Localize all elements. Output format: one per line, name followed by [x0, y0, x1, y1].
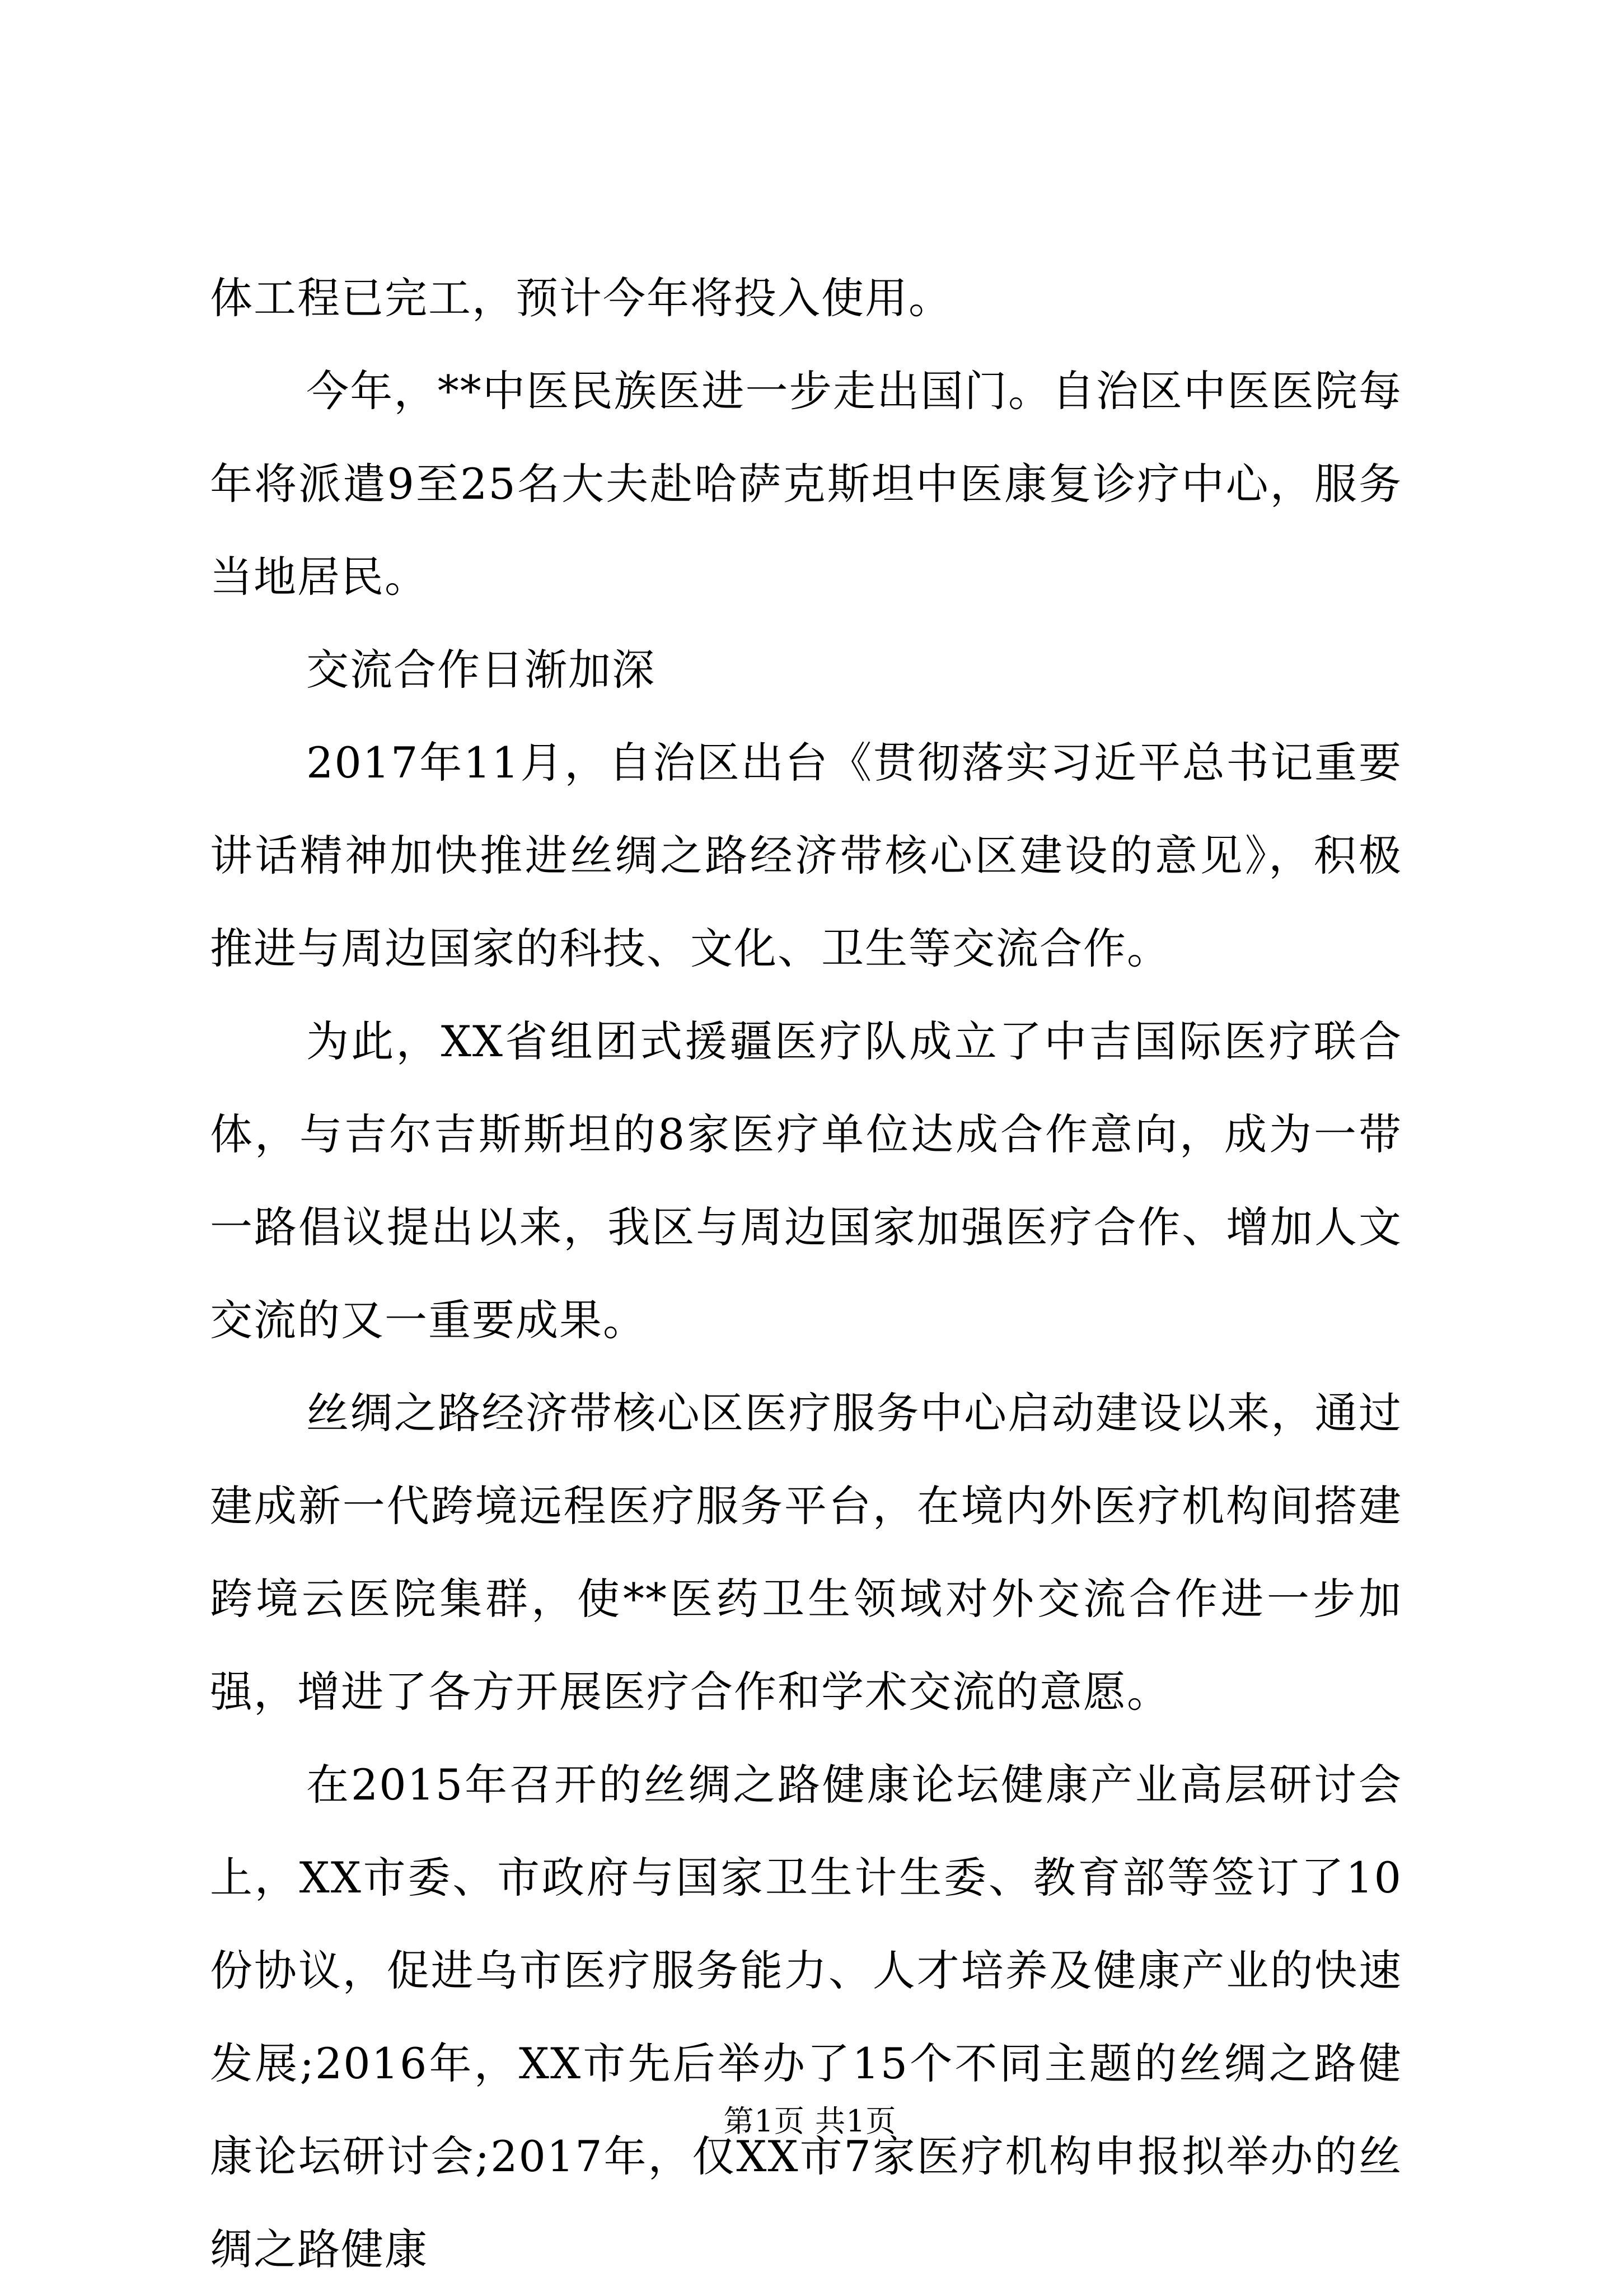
paragraph-medical-alliance: 为此，XX省组团式援疆医疗队成立了中吉国际医疗联合体，与吉尔吉斯斯坦的8家医疗单位达成合作意向，成为一带一路倡议提出以来，我区与周边国家加强医疗合作、增加人文交流的又一重要成果。 [210, 1016, 1402, 1345]
paragraph-continuation: 体工程已完工，预计今年将投入使用。 [210, 273, 952, 323]
section-heading: 交流合作日渐加深 [306, 645, 656, 695]
document-body [210, 252, 1402, 2296]
paragraph-2017-opinion: 2017年11月，自治区出台《贯彻落实习近平总书记重要讲话精神加快推进丝绸之路经济带核心区建设的意见》，积极推进与周边国家的科技、文化、卫生等交流合作。 [210, 738, 1402, 973]
paragraph-health-forum: 在2015年召开的丝绸之路健康论坛健康产业高层研讨会上，XX市委、市政府与国家卫生计生委、教育部等签订了10份协议，促进乌市医疗服务能力、人才培养及健康产业的快速发展;2016年，XX市先后举办了15个不同主题的丝绸之路健康论坛研讨会;2017年，仅XX市7家医疗机构申报拟举办的丝绸之路健康 [210, 1760, 1402, 2274]
page-footer: 第1页 共1页 [723, 2103, 897, 2139]
paragraph-tcm-abroad: 今年，**中医民族医进一步走出国门。自治区中医医院每年将派遣9至25名大夫赴哈萨克斯坦中医康复诊疗中心，服务当地居民。 [210, 366, 1402, 602]
paragraph-medical-center: 丝绸之路经济带核心区医疗服务中心启动建设以来，通过建成新一代跨境远程医疗服务平台，在境内外医疗机构间搭建跨境云医院集群，使**医药卫生领域对外交流合作进一步加强，增进了各方开展医疗合作和学术交流的意愿。 [210, 1388, 1402, 1717]
